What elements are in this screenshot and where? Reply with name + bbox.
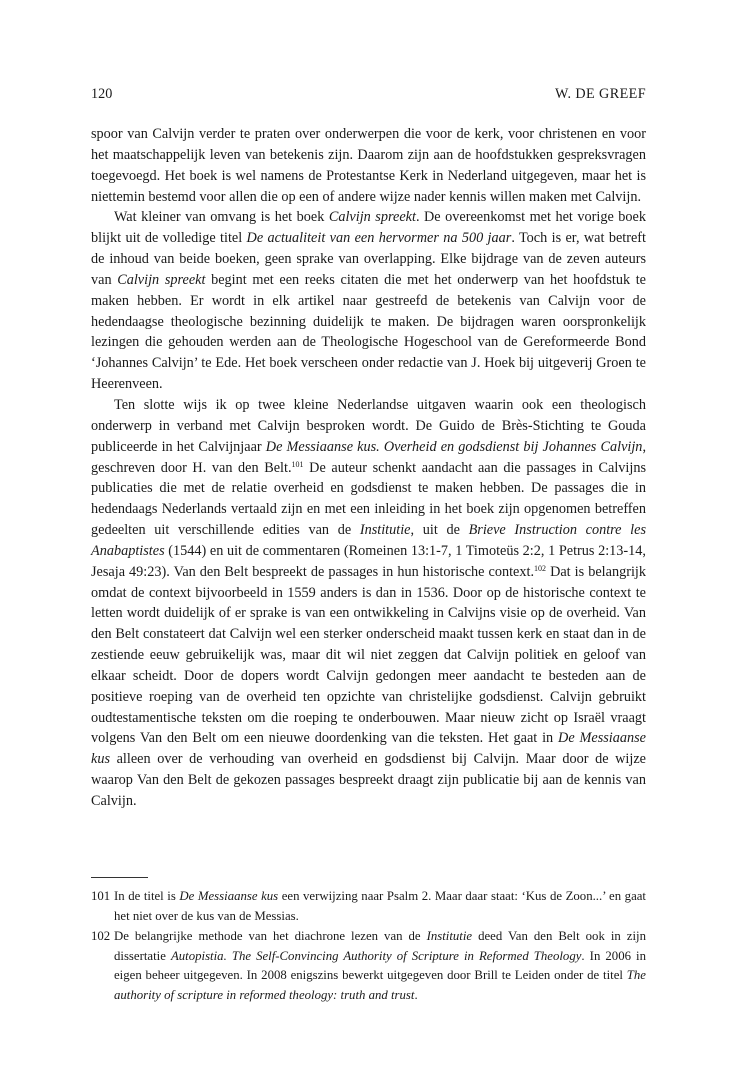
- italic-text: Calvijn spreekt: [117, 271, 206, 288]
- italic-text: Autopistia. The Self-Convincing Authority of Scripture in Reformed Theology: [170, 948, 582, 963]
- footnote-number: 101: [91, 889, 111, 903]
- italic-text: Institutie: [359, 522, 411, 539]
- text-run: . Toch is er, wat betreft de inhoud van beide boeken, geen sprake van overlapping. Elke bijdrage van de zeven auteurs van: [91, 230, 646, 288]
- italic-text: De Messiaanse kus: [91, 730, 646, 768]
- text-run: . In 2006 in eigen beheer uitgegeven. In 2008 enigszins bewerkt uitgegeven door Brill te Leiden onder de titel: [114, 948, 647, 982]
- text-run: deed Van den Belt ook in zijn dissertatie: [114, 929, 646, 963]
- footnotes: [91, 887, 646, 1005]
- text-run: (1544) en uit de commentaren (Romeinen 13:1-7, 1 Timoteüs 2:2, 1 Petrus 2:13-14, Jesaja 49:23). Van den Belt bespreekt de passages in hun historische context.: [91, 542, 646, 580]
- footnote-number: 102: [91, 929, 111, 943]
- italic-text: Institutie: [426, 929, 473, 943]
- text-run: een verwijzing naar Psalm 2. Maar daar staat: ‘Kus de Zoon...’ en gaat het niet over de kus van de Messias.: [114, 889, 646, 923]
- paragraph: [91, 395, 646, 812]
- italic-text: De actualiteit van een hervormer na 500 jaar: [246, 230, 512, 247]
- text-run: Ten slotte wijs ik op twee kleine Nederlandse uitgaven waarin ook een theologisch onderwerp in verband met Calvijn besproken wordt. De Guido de Brès-Stichting te Gouda publiceerde in het Calvijnjaar: [91, 396, 646, 455]
- text-run: , uit de: [410, 522, 469, 539]
- text-run: De belangrijke methode van het diachrone lezen van de: [114, 929, 427, 943]
- text-run: begint met een reeks citaten die met het onderwerp van het hoofdstuk te maken hebben. Er wordt in elk artikel naar gestreefd de betekenis van Calvijn voor de hedendaagse theologische bezinning duidelijk te maken. De bijdragen waren oorspronkelijk lezingen die gehouden werden aan de Theologische Hogeschool van de Gereformeerde Bond ‘Johannes Calvijn’ te Ede. Het boek verscheen onder redactie van J. Hoek bij uitgeverij Groen te Heerenveen.: [91, 271, 646, 393]
- text-run: , geschreven door H. van den Belt.: [91, 438, 646, 476]
- running-author: W. DE GREEF: [555, 86, 646, 102]
- text-run: alleen over de verhouding van overheid en godsdienst bij Calvijn. Maar door de wijze waarop Van den Belt de gekozen passages bespreekt draagt zijn publicatie bij aan de kennis van Calvijn.: [91, 751, 646, 809]
- footnote: [91, 927, 646, 1005]
- italic-text: The authority of scripture in reformed theology: truth and trust: [114, 968, 646, 1002]
- italic-text: Calvijn spreekt: [328, 209, 416, 226]
- paragraph: [91, 124, 646, 207]
- text-run: In de titel is: [114, 889, 180, 903]
- italic-text: De Messiaanse kus: [179, 889, 279, 903]
- footnote-ref: 101: [291, 459, 304, 469]
- text-run: spoor van Calvijn verder te praten over onderwerpen die voor de kerk, voor christenen en voor het maatschappelijk leven van betekenis zijn. Daarom zijn aan de hoofdstukken gespreksvragen toegevoegd. Het boek is wel namens de Protestantse Kerk in Nederland uitgegeven, maar het is niettemin bestemd voor allen die op een of andere wijze nader kennis willen maken met Calvijn.: [91, 126, 646, 205]
- text-run: Dat is belangrijk omdat de context bijvoorbeeld in 1559 anders is dan in 1536. Door op de historische context te letten wordt duidelijk of er sprake is van een ontwikkeling in Calvijns visie op de overheid. Van den Belt constateert dat Calvijn wel een sterker onderscheid maakt tussen kerk en staat dan in de zestiende eeuw gebruikelijk was, maar dit wil niet zeggen dat Calvijn politiek en geloof van elkaar scheidt. Door de dopers wordt Calvijn gedongen meer aandacht te besteden aan de positieve roeping van de overheid ten opzichte van christelijke godsdienst. Calvijn gebruikt oudtestamentische teksten om die roeping te onderbouwen. Maar nieuw zicht op Israël vraagt volgens Van den Belt om een nieuwe doordenking van die teksten. Het gaat in: [91, 563, 646, 747]
- text-run: . De overeenkomst met het vorige boek blijkt uit de volledige titel: [91, 209, 646, 247]
- page-number: 120: [91, 86, 113, 102]
- footnote-ref: 102: [534, 563, 547, 573]
- footnote-separator: [91, 877, 148, 878]
- body-text: [91, 124, 646, 812]
- footnote: [91, 887, 646, 926]
- italic-text: Brieve Instruction contre les Anabaptistes: [91, 522, 646, 559]
- running-header: [91, 86, 646, 108]
- text-run: De auteur schenkt aandacht aan die passages in Calvijns publicaties die met de relatie overheid en godsdienst te maken hebben. De passages die in hedendaags Nederlands vertaald zijn en met een inleiding in het boek zijn opgenomen betreffen gedeelten uit verschillende edities van de: [91, 459, 646, 539]
- text-run: Wat kleiner van omvang is het boek: [114, 209, 329, 226]
- text-run: .: [414, 987, 418, 1002]
- italic-text: De Messiaanse kus. Overheid en godsdienst bij Johannes Calvijn: [265, 438, 643, 455]
- paragraph: [91, 207, 646, 395]
